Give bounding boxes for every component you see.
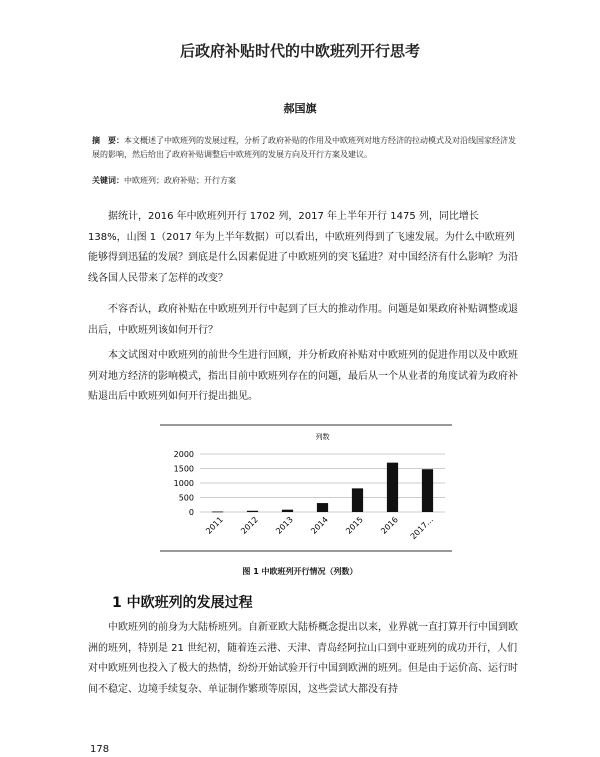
abstract-text: 本文概述了中欧班列的发展过程，分析了政府补贴的作用及中欧班列对地方经济的拉动模式及对沿线国家经济发展的影响，然后给出了政府补贴调整后中欧班列的发展方向及开行方案及建议。 (92, 136, 516, 159)
abstract (92, 134, 522, 161)
keywords-label: 关键词： (92, 175, 124, 185)
body-paragraph-3: 本文试图对中欧班列的前世今生进行回顾，并分析政府补贴对中欧班列的促进作用以及中欧班列对地方经济的影响模式，指出目前中欧班列存在的问题，最后从一个从业者的角度试着为政府补贴退出后中欧班列如何开行提出拙见。 (88, 350, 518, 402)
bar-2017 (422, 469, 433, 512)
bar-2016 (387, 463, 398, 512)
chart-title: 列数 (315, 433, 330, 441)
x-tick-label: 2012 (239, 515, 260, 536)
page-number: 178 (90, 744, 110, 755)
y-tick-label: 2000 (173, 450, 194, 459)
bar-chart-svg (160, 424, 452, 552)
abstract-label: 摘 要： (92, 135, 124, 145)
section-paragraph: 中欧班列的前身为大陆桥班列。自新亚欧大陆桥概念提出以来，业界就一直打算开行中国到欧洲的班列，特别是 21 世纪初，随着连云港、天津、青岛经阿拉山口到中亚班列的成功开行，人们对中欧班列也投入了极大的热情，纷纷开始试验开行中国到欧洲的班列。但是由于运价高、运行时间不稳定、边境手续复杂、单证制作繁琐等原因，这些尝试大都没有持 (88, 622, 518, 695)
y-tick-label: 1500 (173, 464, 194, 474)
bar-2014 (317, 503, 328, 512)
x-tick-label: 2011 (204, 515, 225, 536)
y-tick-label: 1000 (173, 479, 194, 488)
bar-2013 (282, 510, 293, 512)
x-tick-label: 2013 (274, 515, 295, 536)
body-paragraph-2: 不容否认，政府补贴在中欧班列开行中起到了巨大的推动作用。问题是如果政府补贴调整或退出后，中欧班列该如何开行？ (88, 304, 518, 336)
keywords-text: 中欧班列；政府补贴；开行方案 (124, 176, 236, 185)
x-tick-label: 2015 (344, 515, 365, 536)
y-tick-label: 0 (188, 508, 194, 517)
x-tick-label: 2014 (309, 515, 330, 536)
body-paragraph-1: 据统计，2016 年中欧班列开行 1702 列，2017 年上半年开行 1475 列，同比增长 138%，山图 1（2017 年为上半年数据）可以看出，中欧班列得到了飞速发展。为什么中欧班列能够得到迅猛的发展？到底是什么因素促进了中欧班列的突飞猛进？对中国经济有什么影响？为沿线各国人民带来了怎样的改变？ (88, 211, 518, 284)
paper-title: 后政府补贴时代的中欧班列开行思考 (179, 42, 420, 60)
figure-1-chart (160, 424, 452, 552)
y-tick-label: 500 (178, 493, 194, 503)
section-heading: 1 中欧班列的发展过程 (112, 595, 253, 611)
author-name: 郝国旗 (283, 102, 317, 115)
figure-caption: 图 1 中欧班列开行情况（列数） (242, 567, 358, 576)
x-tick-label: 2017... (408, 515, 435, 542)
keywords (92, 175, 522, 186)
bar-2015 (352, 488, 363, 512)
bar-2012 (247, 511, 258, 512)
bar-2011 (212, 512, 223, 513)
x-tick-label: 2016 (379, 515, 400, 536)
